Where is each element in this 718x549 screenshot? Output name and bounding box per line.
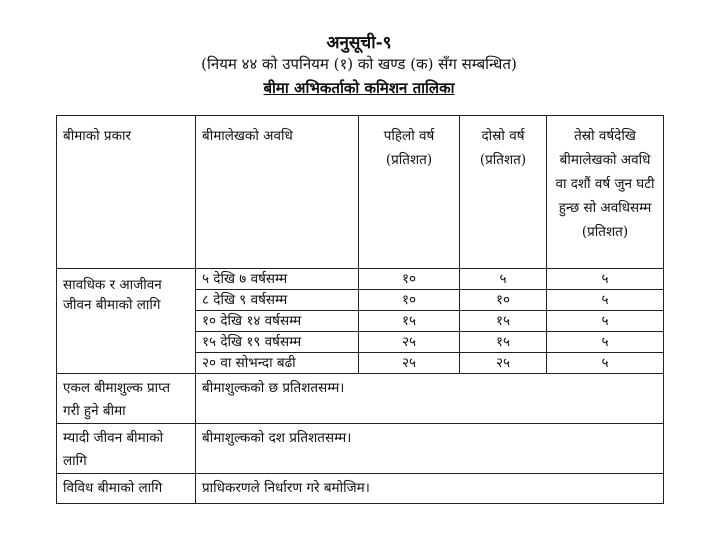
term-cell: १५ देखि १९ वर्षसम्म <box>196 332 359 353</box>
header-third-year: तेस्रो वर्षदेखि बीमालेखको अवधि वा दशौं वर्ष जुन घटी हुन्छ सो अवधिसम्म (प्रतिशत) <box>547 116 664 269</box>
table-header-row <box>57 116 664 269</box>
term-cell: १० देखि १४ वर्षसम्म <box>196 311 359 332</box>
third-year-cell: ५ <box>547 332 664 353</box>
term-cell: ५ देखि ७ वर्षसम्म <box>196 269 359 290</box>
footer-row-misc <box>57 474 664 504</box>
first-year-cell: १० <box>359 269 460 290</box>
table-title: बीमा अभिकर्ताको कमिशन तालिका <box>263 79 455 97</box>
footer-type-cell: एकल बीमाशुल्क प्राप्त गरी हुने बीमा <box>57 374 196 424</box>
table-row <box>57 269 664 290</box>
commission-table <box>56 115 664 504</box>
third-year-cell: ५ <box>547 290 664 311</box>
third-year-cell: ५ <box>547 353 664 374</box>
footer-row-term-life <box>57 424 664 474</box>
header-second-year: दोस्रो वर्ष (प्रतिशत) <box>460 116 547 269</box>
footer-type-cell: विविध बीमाको लागि <box>57 474 196 504</box>
group-label: सावधिक र आजीवन जीवन बीमाको लागि <box>57 269 196 374</box>
first-year-cell: २५ <box>359 332 460 353</box>
third-year-cell: ५ <box>547 311 664 332</box>
footer-desc-cell: बीमाशुल्कको छ प्रतिशतसम्म। <box>196 374 664 424</box>
second-year-cell: १५ <box>460 332 547 353</box>
footer-desc-cell: बीमाशुल्कको दश प्रतिशतसम्म। <box>196 424 664 474</box>
footer-desc-cell: प्राधिकरणले निर्धारण गरे बमोजिम। <box>196 474 664 504</box>
term-cell: ८ देखि ९ वर्षसम्म <box>196 290 359 311</box>
third-year-cell: ५ <box>547 269 664 290</box>
page-title: अनुसूची-९ <box>326 33 392 53</box>
term-cell: २० वा सोभन्दा बढी <box>196 353 359 374</box>
footer-type-cell: म्यादी जीवन बीमाको लागि <box>57 424 196 474</box>
page-subtitle: (नियम ४४ को उपनियम (१) को खण्ड (क) सँग सम्बन्धित) <box>201 55 517 73</box>
header-type: बीमाको प्रकार <box>57 116 196 269</box>
second-year-cell: ५ <box>460 269 547 290</box>
footer-row-single-premium <box>57 374 664 424</box>
header-first-year: पहिलो वर्ष (प्रतिशत) <box>359 116 460 269</box>
header-term: बीमालेखको अवधि <box>196 116 359 269</box>
first-year-cell: १० <box>359 290 460 311</box>
second-year-cell: १५ <box>460 311 547 332</box>
second-year-cell: २५ <box>460 353 547 374</box>
first-year-cell: १५ <box>359 311 460 332</box>
first-year-cell: २५ <box>359 353 460 374</box>
second-year-cell: १० <box>460 290 547 311</box>
